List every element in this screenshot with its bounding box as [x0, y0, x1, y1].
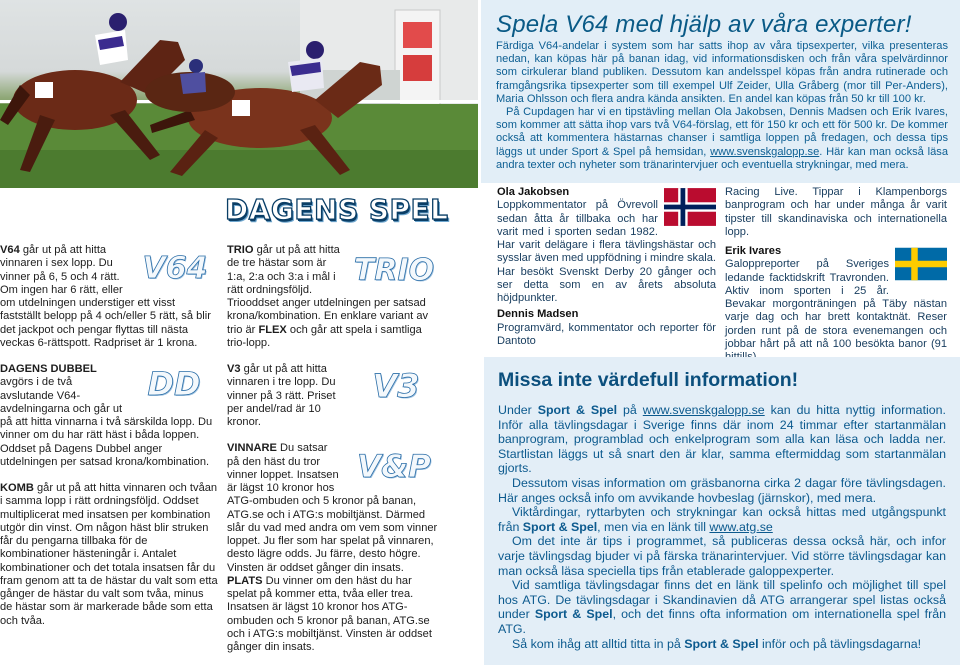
- plats-text: Du vinner om den häst du har spelat på kommer etta, tvåa eller trea. Insatsen är lägst 10 kronor hos ATG-ombuden och 5 kronor på banan, ATG.se och i ATG:s mobiltjänst. Vinsten är oddset gånger din insats.: [227, 574, 432, 653]
- vinnare-title: VINNARE: [227, 442, 277, 455]
- dennis-madsen-role: Programvärd, kommentator och reporter för Dantoto: [497, 321, 716, 347]
- svenskgalopp-link-2[interactable]: www.svenskgalopp.se: [642, 403, 765, 417]
- komb-title: KOMB: [0, 482, 34, 494]
- info-box-paragraph-1: Färdiga V64-andelar i system som har satts ihop av våra tipsexperter, vilka presenteras nedan, kan köpas här på banan idag, vid informationsdisken och från våra spelvärdinnor som cirkulerar bland publiken. Dessutom kan andelsspel köpas från andra rutinerade och framgångsrika tipsexperter som till exempel Ulf Zeider, Ulla Gråberg (mor till Per-Anders), Maria Ohlsson och flera andra kända ansikten. En andel kan köpas från 50 kr till 100 kr.: [496, 40, 948, 105]
- missa-paragraph-4: Om det inte är tips i programmet, så publiceras dessa också här, och infor varje tävlingsdag bjuder vi på färska tränarintervjuer. Vid större tävlingsdagar kan man också läsa speciella tips från etablerade galoppexperter.: [498, 534, 946, 578]
- komb-text: går ut på att hitta vinnaren och tvåan i samma lopp i rätt ordningsföljd. Oddset multiplicerat med insatsen per kombination utgör din vinst. Om någon häst blir struken får du pengarna tillbaka för de kombinationer hästeningår i. Antalet kombinationer och det totala insatsen får du fram genom att ta de hästar du valt som etta gånger de hästar du valt som tvåa, minus de hästar som är markerade både som etta och tvåa.: [0, 482, 218, 627]
- dennis-madsen-bio: [497, 308, 716, 348]
- dd-section: [0, 363, 218, 469]
- missa-paragraph-5: [498, 578, 946, 636]
- erik-ivares-role: Galoppreporter på Sveriges ledande facktidskrift Travronden. Aktiv inom sporten i 25 år. Bevakar morgonträningen på Täby nästan varje dag och har brett kontaktnät. Reser jorden runt på de stora evenemangen och jobbar hårt på att nå 100 besökta banor (91: [725, 258, 947, 350]
- experts-left-column: [497, 186, 716, 348]
- dennis-madsen-continued: Racing Live. Tippar i Klampenborgs banprogram och har under många år varit tipster till skandinaviska och internationella lopp.: [725, 186, 947, 238]
- v3-title: V3: [227, 363, 241, 375]
- info-box-p2-text-a: På Cupdagen har vi en tipstävling mellan Ola Jakobsen, Dennis Madsen och Erik Ivares, som kommer att sätta ihop vars två V64-förslag, ett för 150 kr och ett för 500 kr. De kommer också att kommentera hästarnas chanser i samtliga loppen på fredagen, och dessa tips läggs ut under Sport & Spel på hemsidan,: [496, 106, 948, 158]
- norway-flag-icon: [664, 188, 716, 226]
- trio-title: TRIO: [227, 244, 254, 256]
- sport-spel-label-3: Sport & Spel: [534, 607, 613, 622]
- sport-spel-label: Sport & Spel: [537, 403, 618, 417]
- missa-p1-c: på: [617, 403, 643, 417]
- trio-logo-icon: TRIO: [353, 253, 435, 289]
- svenskgalopp-link[interactable]: www.svenskgalopp.se: [710, 145, 820, 158]
- erik-ivares-name: Erik Ivares: [725, 245, 782, 257]
- komb-section: [0, 482, 218, 628]
- ola-jakobsen-role: Loppkommentator på Övrevoll sedan åtta år tillbaka och har: [497, 199, 658, 225]
- v64-section: [0, 244, 218, 350]
- vinnare-plats-section: [227, 442, 442, 654]
- missa-p5-a: Vid samtliga tävlingsdagar finns det en länk till spelinfo och möjlighet till spel hos ATG. De tävlingsdagar i Skandinavien då ATG arrangerar spel listas också under: [498, 578, 946, 622]
- dd-title: DAGENS DUBBEL: [0, 363, 97, 375]
- missa-paragraph-6: [498, 637, 946, 652]
- missa-p6-c: inför och på tävlingsdagarna!: [758, 636, 922, 651]
- missa-p3-a: Viktårdingar, ryttarbyten och strykningar kan också hittas med utgångspunkt från: [498, 505, 946, 534]
- info-box-title: Spela V64 med hjälp av våra experter!: [496, 11, 912, 38]
- sport-spel-label-4: Sport & Spel: [684, 636, 759, 651]
- v64-logo-icon: V64: [142, 251, 208, 287]
- missa-inte-info-box: [484, 357, 960, 665]
- v64-expert-info-box: [481, 0, 960, 183]
- horse-racing-photo: [0, 0, 478, 188]
- info-box-paragraph-2: [496, 106, 948, 172]
- trio-text-b: och går att spela i samtliga trio-lopp.: [227, 323, 422, 349]
- missa-paragraph-2: Dessutom visas information om gräsbanorna cirka 2 dagar före tävlingsdagen. Här anges också info om avvikande hovbeslag (järnskor), med mera.: [498, 475, 946, 505]
- atg-link[interactable]: www.atg.se: [709, 519, 773, 534]
- horse-racing-illustration: [0, 0, 478, 188]
- missa-paragraph-1: [498, 403, 946, 476]
- dennis-madsen-name: Dennis Madsen: [497, 308, 579, 321]
- info-box-p2-text-b: . Här kan man också läsa andra texter och nyheter som tränarintervjuer och eventuella strykningar, med mera.: [496, 145, 948, 171]
- dd-logo-icon: DD: [147, 365, 201, 404]
- missa-p6-a: Så kom ihåg att alltid titta in på: [512, 636, 685, 651]
- v3-text: går ut på att hitta vinnaren i tre lopp. Du vinner på 3 rätt. Priset per andel/rad är 10 kronor.: [227, 363, 336, 428]
- vp-logo-icon: V&P: [357, 448, 431, 485]
- trio-section: [227, 244, 442, 350]
- v64-title: V64: [0, 244, 20, 256]
- missa-p1-d: kan du hitta nyttig information. Inför alla tävlingsdagar i Sverige finns där inom 24 timmar efter startanmälan banprogram, programblad och enkelprogram som alla kan läsa och ladda ner. Startlistan läggs ut så snart den är klar, samma eftermiddag som startanmälan gjorts.: [498, 403, 946, 476]
- v64-text: går ut på att hitta vinnaren i sex lopp. Du vinner på 6, 5 och 4 rätt. Om ingen har 6 rätt, eller om utdelningen understiger ett visst fastställt belopp på 4 och/eller 5 rätt, så blir det jackpot och pengar flyttas till nästa veckas 6-rättspott. Radpriset är 1 krona.: [0, 244, 211, 349]
- sport-spel-label-2: Sport & Spel: [522, 519, 598, 534]
- missa-p1-a: Under: [498, 403, 538, 417]
- ola-jakobsen-text: varit med i sporten sedan 1982. Har varit delägare i flera tävlingshästar och sysslar även med uppfödning i mindre skala. Har besökt Svenskt Derby 20 gånger och ser detta som en av årets absoluta höjdpunkter.: [497, 225, 716, 304]
- v3-logo-icon: V3: [372, 367, 420, 406]
- dd-text: avgörs i de två avslutande V64-avdelningarna och går ut på att hitta vinnarna i två särskilda lopp. Du vinner om du har rätt häst i båda loppen. Oddset på Dagens Dubbel anger utdelningen per satsad krona/kombination.: [0, 376, 213, 468]
- experts-right-column: [725, 186, 947, 364]
- ola-jakobsen-name: Ola Jakobsen: [497, 186, 570, 198]
- missa-p3-c: , men via en länk till: [597, 519, 710, 534]
- missa-inte-title: Missa inte värdefull information!: [498, 369, 799, 391]
- v3-section: [227, 363, 442, 429]
- plats-title: PLATS: [227, 574, 263, 587]
- trio-text-a: går ut på att hitta de tre hästar som är 1:a, 2:a och 3:a i mål i rätt ordningsföljd. Triooddset anger utdelningen per satsad krona/kombination. En enklare variant av trio är: [227, 244, 429, 336]
- flex-label: FLEX: [258, 323, 287, 336]
- missa-p5-c: , och det finns ofta information om internationella spel från ATG.: [498, 607, 946, 636]
- sweden-flag-icon: [895, 245, 947, 283]
- vinnare-text: Du satsar på den häst du tror vinner loppet. Insatsen är lägst 10 kronor hos ATG-ombuden och 5 kronor på banan, ATG.se och i ATG:s mobiltjänst. Därmed slår du vad med andra om vem som vinner loppet. Ju fler som har spelat på vinnaren, desto lägre odds. Ju färre, desto högre. Vinsten är oddset gånger din insats.: [227, 442, 438, 574]
- dagens-spel-heading: DAGENS SPEL: [225, 193, 449, 226]
- missa-paragraph-3: [498, 505, 946, 534]
- game-types-column-2: [227, 244, 442, 654]
- game-types-column-1: [0, 244, 218, 641]
